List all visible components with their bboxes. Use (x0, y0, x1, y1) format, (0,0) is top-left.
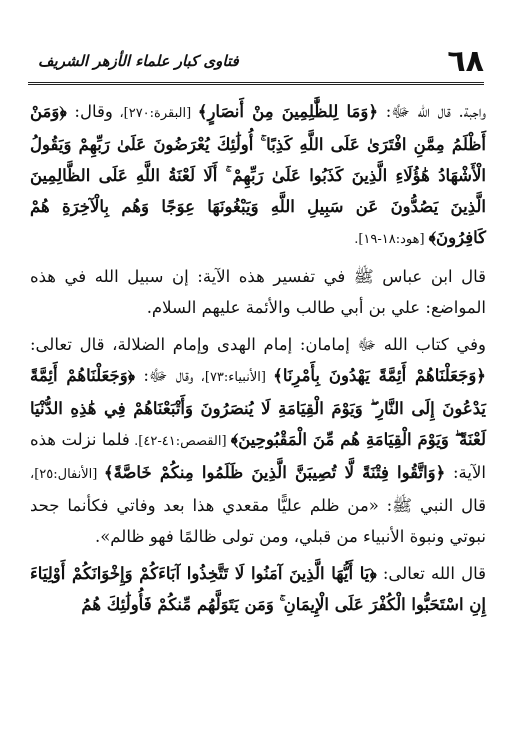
paragraph-text: واجبة. قال الله ﷻ: (378, 102, 486, 121)
quran-verse: ﴿وَاتَّقُوا فِتْنَةً لَّا تُصِيبَنَّ الَّذِينَ ظَلَمُوا مِنكُمْ خَاصَّةً﴾ (103, 463, 446, 482)
paragraph-4 (30, 558, 486, 620)
paragraph-text: قال النبي ﷺ: «من ظلم عليًّا مقعدي هذا بعد وفاتي فكأنما جحد نبوتي ونبوة الأنبياء من قبلي، ومن تولى ظالمًا فهو ظالم». (30, 496, 486, 546)
paragraph-text: قال الله تعالى: (376, 564, 486, 583)
paragraph-text: فلما نزلت هذه الآية: (30, 430, 486, 482)
verse-citation: [القصص:٤١-٤٢]. (129, 434, 231, 449)
quran-verse: ﴿وَجَعَلْنَاهُمْ أَئِمَّةً يَهْدُونَ بِأَمْرِنَا﴾ (273, 366, 486, 385)
verse-citation: [هود:١٨-١٩]. (354, 232, 429, 247)
paragraph-text: قال ابن عباس ﷺ في تفسير هذه الآية: إن سبيل الله في هذه المواضع: علي بن أبي طالب والأئمة عليهم السلام. (30, 267, 486, 317)
quran-verse: ﴿وَجَعَلْنَاهُمْ أَئِمَّةً يَدْعُونَ إِلَى النَّارِ ۖ وَيَوْمَ الْقِيَامَةِ لَا يُنصَرُونَ وَأَتْبَعْنَاهُمْ فِي هَٰذِهِ الدُّنْيَا لَعْنَةً ۖ وَيَوْمَ الْقِيَامَةِ هُم مِّنَ الْمَقْبُوحِينَ﴾ (30, 366, 486, 449)
paragraph-text: وفي كتاب الله ﷻ إمامان: إمام الهدى وإمام الضلالة، قال تعالى: (30, 335, 486, 354)
page-body (30, 96, 486, 626)
paragraph-1 (30, 96, 486, 255)
verse-citation: [البقرة:٢٧٠]، (112, 106, 198, 121)
quran-verse: ﴿وَمَنْ أَظْلَمُ مِمَّنِ افْتَرَىٰ عَلَى اللَّهِ كَذِبًا ۚ أُولَٰئِكَ يُعْرَضُونَ عَلَىٰ رَبِّهِمْ وَيَقُولُ الْأَشْهَادُ هَٰؤُلَاءِ الَّذِينَ كَذَبُوا عَلَىٰ رَبِّهِمْ ۚ أَلَا لَعْنَةُ اللَّهِ عَلَى الظَّالِمِينَ الَّذِينَ يَصُدُّونَ عَن سَبِيلِ اللَّهِ وَيَبْغُونَهَا عِوَجًا وَهُم بِالْآخِرَةِ هُمْ كَافِرُونَ﴾ (30, 102, 486, 247)
paragraph-3 (30, 329, 486, 552)
header-divider (28, 82, 484, 85)
page-number: ٦٨ (447, 44, 484, 79)
paragraph-text: وقال ﷻ: (134, 366, 194, 385)
running-title: فتاوى كبار علماء الأزهر الشريف (38, 52, 239, 70)
paragraph-text: وقال: (66, 102, 113, 121)
paragraph-2 (30, 261, 486, 323)
quran-verse: ﴿وَمَا لِلظَّٰلِمِينَ مِنْ أَنصَارٍ﴾ (197, 102, 379, 121)
verse-citation: [الأنبياء:٧٣]، (193, 370, 274, 385)
quran-verse: ﴿يَا أَيُّهَا الَّذِينَ آمَنُوا لَا تَتَّخِذُوا آبَاءَكُمْ وَإِخْوَانَكُمْ أَوْلِيَاءَ إِنِ اسْتَحَبُّوا الْكُفْرَ عَلَى الْإِيمَانِ ۚ وَمَن يَتَوَلَّهُم مِّنكُمْ فَأُولَٰئِكَ هُمُ (30, 564, 486, 614)
page-header (18, 38, 494, 90)
verse-citation: [الأنفال:٢٥]، (30, 467, 104, 482)
